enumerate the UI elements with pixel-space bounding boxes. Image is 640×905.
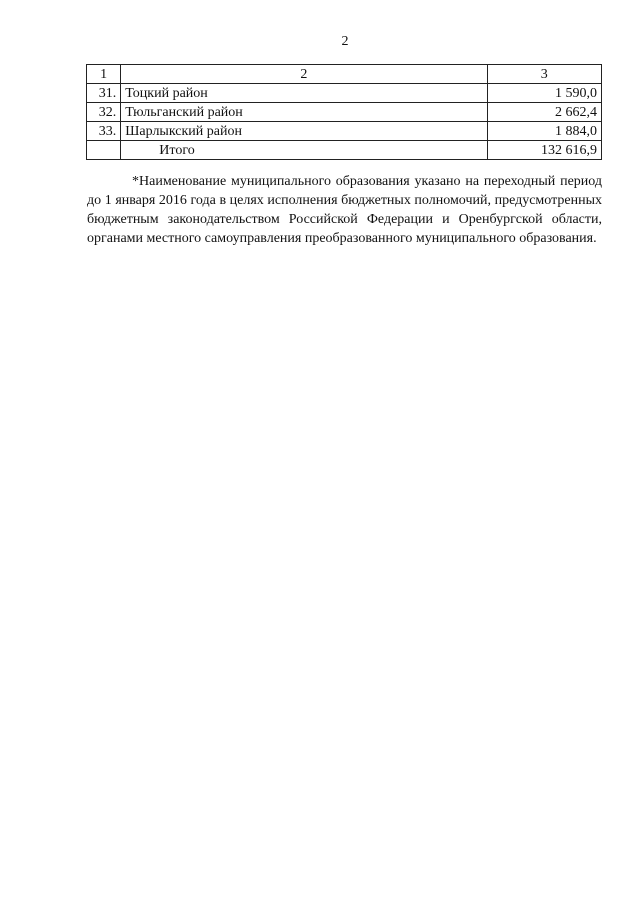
budget-table xyxy=(86,64,602,160)
table-row xyxy=(87,84,602,103)
header-col-2: 2 xyxy=(121,65,487,84)
table-header-row xyxy=(87,65,602,84)
table-row xyxy=(87,122,602,141)
page-number: 2 xyxy=(341,34,349,49)
amount-value: 1 884,0 xyxy=(487,122,601,141)
footnote-text: *Наименование муниципального образования указано на переходный период до 1 января 2016 года в целях исполнения бюджетных полномочий, предусмотренных бюджетным законодательством Российской Федерации и Оренбургской области, органами местного самоуправления преобразованного муниципального образования. xyxy=(87,174,602,246)
total-label: Итого xyxy=(121,141,487,160)
district-name: Тюльганский район xyxy=(121,103,487,122)
total-row xyxy=(87,141,602,160)
row-number: 33. xyxy=(87,122,121,141)
district-name: Шарлыкский район xyxy=(121,122,487,141)
amount-value: 2 662,4 xyxy=(487,103,601,122)
row-number: 32. xyxy=(87,103,121,122)
total-value: 132 616,9 xyxy=(487,141,601,160)
total-empty-cell xyxy=(87,141,121,160)
header-col-3: 3 xyxy=(487,65,601,84)
amount-value: 1 590,0 xyxy=(487,84,601,103)
district-name: Тоцкий район xyxy=(121,84,487,103)
table-row xyxy=(87,103,602,122)
header-col-1: 1 xyxy=(87,65,121,84)
row-number: 31. xyxy=(87,84,121,103)
